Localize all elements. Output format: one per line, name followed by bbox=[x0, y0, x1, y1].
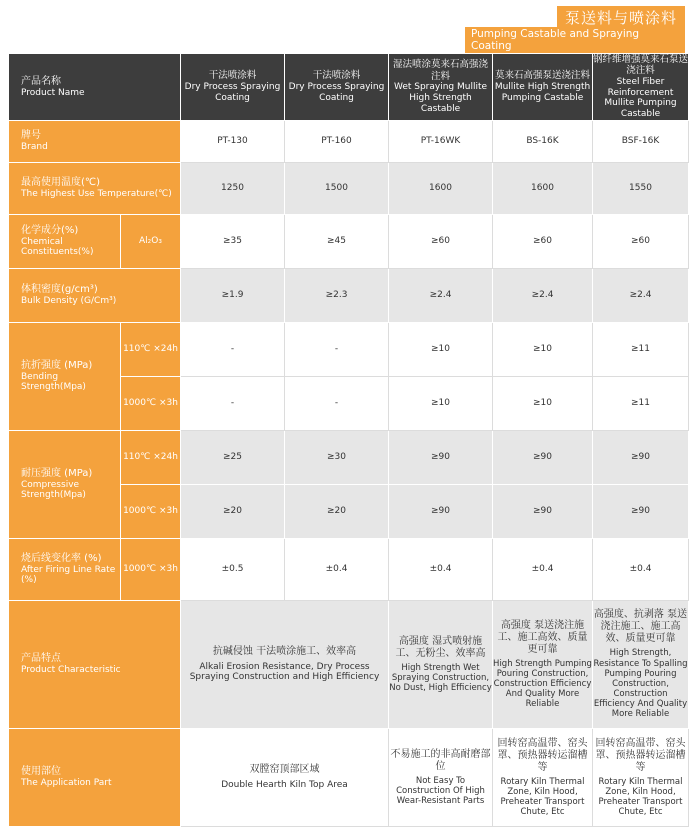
compressive-sublabel-110: 110℃ ×24h bbox=[121, 430, 181, 484]
spec-table bbox=[8, 53, 689, 827]
firing-value: ±0.4 bbox=[593, 538, 689, 600]
temperature-value: 1250 bbox=[181, 162, 285, 214]
bending-value: ≥11 bbox=[593, 322, 689, 376]
bending-value: ≥10 bbox=[493, 322, 593, 376]
compressive-value: ≥30 bbox=[285, 430, 389, 484]
chemical-label: 化学成分(%) Chemical Constituents(%) bbox=[9, 214, 121, 268]
chemical-value: ≥35 bbox=[181, 214, 285, 268]
bending-value: - bbox=[285, 322, 389, 376]
brand-label: 牌号 Brand bbox=[9, 120, 181, 162]
compressive-value: ≥90 bbox=[389, 484, 493, 538]
characteristic-c5: 高强度、抗剥落 泵送浇注施工、施工高效、质量更可靠 High Strength, Resistance To Spalling Pumping Pouring Construction, Construction Efficiency And Quality More Reliable bbox=[593, 600, 689, 728]
compressive-value: ≥25 bbox=[181, 430, 285, 484]
temperature-value: 1600 bbox=[493, 162, 593, 214]
firing-value: ±0.4 bbox=[389, 538, 493, 600]
application-merged: 双膛窑顶部区域 Double Hearth Kiln Top Area bbox=[181, 728, 389, 826]
brand-value: BSF-16K bbox=[593, 120, 689, 162]
density-value: ≥2.4 bbox=[389, 268, 493, 322]
compressive-label: 耐压强度 (MPa) Compressive Strength(Mpa) bbox=[9, 430, 121, 538]
bending-value: ≥10 bbox=[389, 322, 493, 376]
product-col-5: 钢纤维增强莫来石泵送浇注料 Steel Fiber Reinforcement Mullite Pumping Castable bbox=[593, 54, 689, 120]
characteristic-c3: 高强度 湿式喷射施工、无粉尘、效率高 High Strength Wet Spraying Construction, No Dust, High Efficiency bbox=[389, 600, 493, 728]
application-c5: 回转窑高温带、窑头罩、预热器转运溜槽等 Rotary Kiln Thermal Zone, Kiln Hood, Preheater Transport Chute, Etc bbox=[593, 728, 689, 826]
application-label: 使用部位 The Application Part bbox=[9, 728, 181, 826]
temperature-label: 最高使用温度(℃) The Highest Use Temperature(℃) bbox=[9, 162, 181, 214]
product-col-3: 湿法喷涂莫来石高强浇注料 Wet Spraying Mullite High Strength Castable bbox=[389, 54, 493, 121]
chemical-value: ≥45 bbox=[285, 214, 389, 268]
bending-sublabel-110: 110℃ ×24h bbox=[121, 322, 181, 376]
bending-value: ≥10 bbox=[389, 376, 493, 430]
bending-value: ≥10 bbox=[493, 376, 593, 430]
brand-value: PT-130 bbox=[181, 120, 285, 162]
density-label: 体积密度(g/cm³) Bulk Density (G/Cm³) bbox=[9, 268, 181, 322]
density-value: ≥2.3 bbox=[285, 268, 389, 322]
brand-value: PT-16WK bbox=[389, 120, 493, 162]
compressive-value: ≥90 bbox=[593, 430, 689, 484]
application-c3: 不易施工的非高耐磨部位 Not Easy To Construction Of High Wear-Resistant Parts bbox=[389, 728, 493, 826]
compressive-value: ≥20 bbox=[181, 484, 285, 538]
bending-value: - bbox=[285, 376, 389, 430]
temperature-value: 1500 bbox=[285, 162, 389, 214]
application-c4: 回转窑高温带、窑头罩、预热器转运溜槽等 Rotary Kiln Thermal Zone, Kiln Hood, Preheater Transport Chute, Etc bbox=[493, 728, 593, 826]
bending-value: ≥11 bbox=[593, 376, 689, 430]
temperature-value: 1600 bbox=[389, 162, 493, 214]
chemical-value: ≥60 bbox=[493, 214, 593, 268]
compressive-sublabel-1000: 1000℃ ×3h bbox=[121, 484, 181, 538]
density-value: ≥2.4 bbox=[493, 268, 593, 322]
brand-value: BS-16K bbox=[493, 120, 593, 162]
firing-sublabel: 1000℃ ×3h bbox=[121, 538, 181, 600]
brand-value: PT-160 bbox=[285, 120, 389, 162]
firing-label: 烧后线变化率 (%) After Firing Line Rate (%) bbox=[9, 538, 121, 600]
product-col-2: 干法喷涂料 Dry Process Spraying Coating bbox=[285, 54, 389, 121]
product-col-1: 干法喷涂料 Dry Process Spraying Coating bbox=[181, 54, 285, 121]
compressive-value: ≥90 bbox=[493, 484, 593, 538]
density-value: ≥1.9 bbox=[181, 268, 285, 322]
compressive-value: ≥90 bbox=[389, 430, 493, 484]
product-col-4: 莫来石高强泵送浇注料 Mullite High Strength Pumping Castable bbox=[493, 54, 593, 121]
bending-sublabel-1000: 1000℃ ×3h bbox=[121, 376, 181, 430]
density-value: ≥2.4 bbox=[593, 268, 689, 322]
compressive-value: ≥90 bbox=[493, 430, 593, 484]
chemical-value: ≥60 bbox=[389, 214, 493, 268]
compressive-value: ≥20 bbox=[285, 484, 389, 538]
bending-value: - bbox=[181, 322, 285, 376]
al2o3-sublabel: Al₂O₃ bbox=[121, 214, 181, 268]
temperature-value: 1550 bbox=[593, 162, 689, 214]
product-name-header: 产品名称 Product Name bbox=[9, 54, 181, 121]
bending-label: 抗折强度 (MPa) Bending Strength(Mpa) bbox=[9, 322, 121, 430]
section-title-en: Pumping Castable and Spraying Coating bbox=[465, 27, 685, 53]
characteristic-merged: 抗碱侵蚀 干法喷涂施工、效率高 Alkali Erosion Resistance, Dry Process Spraying Construction and High Efficiency bbox=[181, 600, 389, 728]
firing-value: ±0.5 bbox=[181, 538, 285, 600]
firing-value: ±0.4 bbox=[285, 538, 389, 600]
firing-value: ±0.4 bbox=[493, 538, 593, 600]
section-title-cn: 泵送料与喷涂料 bbox=[557, 6, 685, 29]
bending-value: - bbox=[181, 376, 285, 430]
characteristic-label: 产品特点 Product Characteristic bbox=[9, 600, 181, 728]
characteristic-c4: 高强度 泵送浇注施工、施工高效、质量更可靠 High Strength Pumping Pouring Construction, Construction Efficiency And Quality More Reliable bbox=[493, 600, 593, 728]
compressive-value: ≥90 bbox=[593, 484, 689, 538]
chemical-value: ≥60 bbox=[593, 214, 689, 268]
